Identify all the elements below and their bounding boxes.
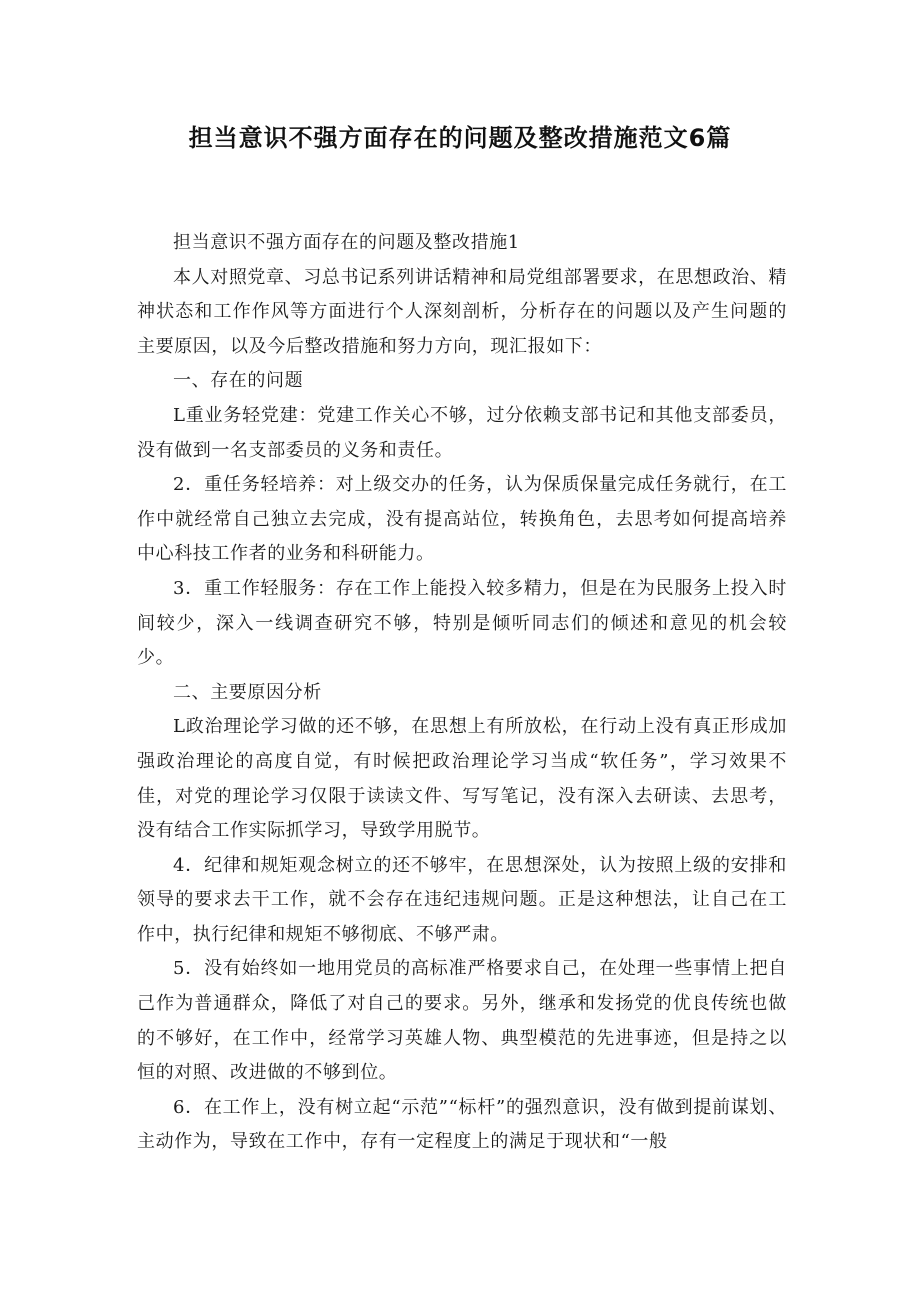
paragraph: 5．没有始终如一地用党员的高标准严格要求自己，在处理一些事情上把自己作为普通群众，降低了对自己的要求。另外，继承和发扬党的优良传统也做的不够好，在工作中，经常学习英雄人物、典型模范的先进事迹，但是持之以恒的对照、改进做的不够到位。	[137, 958, 787, 1084]
paragraph: 2．重任务轻培养：对上级交办的任务，认为保质保量完成任务就行，在工作中就经常自己独立去完成，没有提高站位，转换角色，去思考如何提高培养中心科技工作者的业务和科研能力。	[137, 474, 787, 565]
subheading-problems: 一、存在的问题	[173, 370, 304, 392]
subheading-causes: 二、主要原因分析	[173, 681, 322, 703]
paragraph: L政治理论学习做的还不够，在思想上有所放松，在行动上没有真正形成加强政治理论的高度自觉，有时候把政治理论学习当成“软任务”，学习效果不佳，对党的理论学习仅限于读读文件、写写笔记，没有深入去研读、去思考，没有结合工作实际抓学习，导致学用脱节。	[137, 716, 787, 842]
paragraph: 4．纪律和规矩观念树立的还不够牢，在思想深处，认为按照上级的安排和领导的要求去干工作，就不会存在违纪违规问题。正是这种想法，让自己在工作中，执行纪律和规矩不够彻底、不够严肃。	[137, 854, 787, 945]
paragraph: 3．重工作轻服务：存在工作上能投入较多精力，但是在为民服务上投入时间较少，深入一线调查研究不够，特别是倾听同志们的倾述和意见的机会较少。	[137, 577, 787, 669]
intro-paragraph: 本人对照党章、习总书记系列讲话精神和局党组部署要求，在思想政治、精神状态和工作作风等方面进行个人深刻剖析，分析存在的问题以及产生问题的主要原因，以及今后整改措施和努力方向，现汇报如下：	[137, 266, 787, 357]
document-title: 担当意识不强方面存在的问题及整改措施范文6篇	[188, 124, 732, 152]
section-heading: 担当意识不强方面存在的问题及整改措施1	[173, 232, 520, 253]
paragraph: L重业务轻党建：党建工作关心不够，过分依赖支部书记和其他支部委员，没有做到一名支部委员的义务和责任。	[137, 404, 787, 461]
paragraph: 6．在工作上，没有树立起“示范”“标杆”的强烈意识，没有做到提前谋划、主动作为，导致在工作中，存有一定程度上的满足于现状和“一般	[137, 1096, 787, 1153]
document-body	[137, 226, 787, 1160]
